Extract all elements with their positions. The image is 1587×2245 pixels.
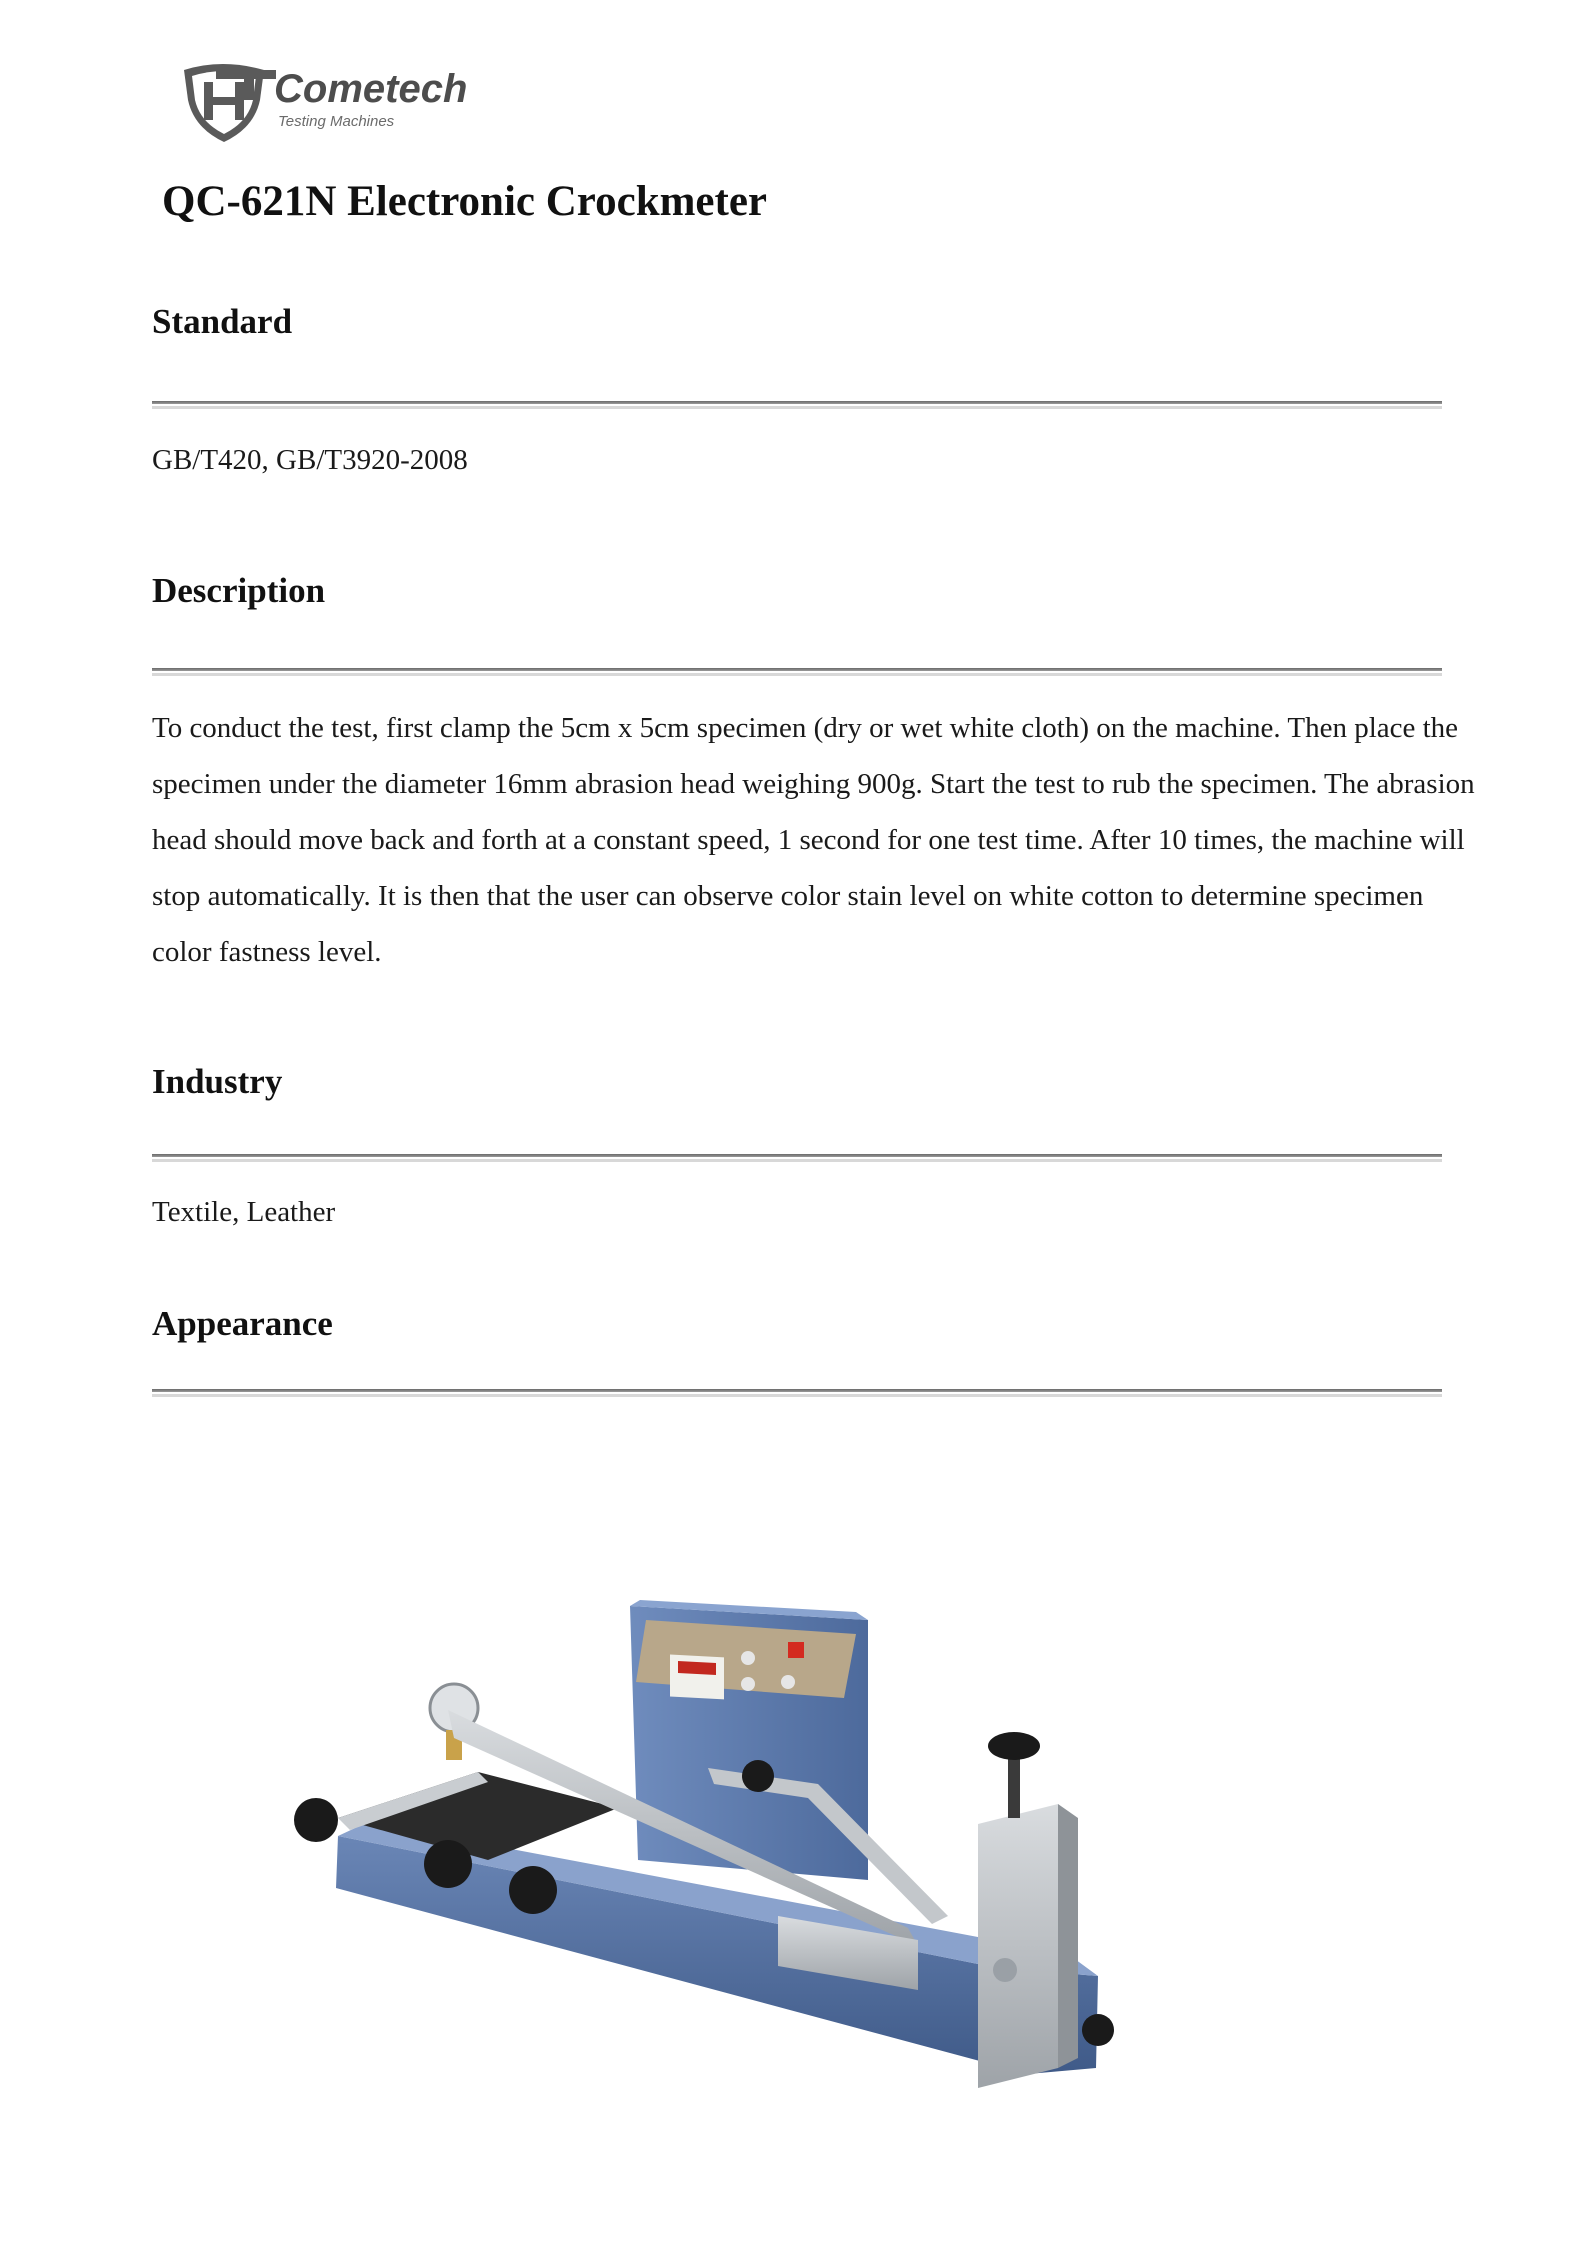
- crockmeter-photo: [278, 1598, 1218, 2148]
- section-divider: [152, 401, 1442, 410]
- logo-brand-text: Cometech: [274, 67, 468, 111]
- section-heading-appearance: Appearance: [152, 1304, 333, 1343]
- crockmeter-illustration: [278, 1598, 1218, 2148]
- description-paragraph: To conduct the test, first clamp the 5cm x 5cm specimen (dry or wet white cloth) on the machine. Then place the specimen under the diameter 16mm abrasion head weighing 900g. Start the test to rub the specimen. The abrasion head should move back and forth at a constant speed, 1 second for one test time. After 10 times, the machine will stop automatically. It is then that the user can observe color stain level on white cotton to determine specimen color fastness level.: [152, 712, 1475, 968]
- company-logo: [182, 56, 502, 144]
- section-heading-standard: Standard: [152, 302, 293, 341]
- section-divider: [152, 1154, 1442, 1163]
- section-heading-industry: Industry: [152, 1062, 283, 1101]
- section-divider: [152, 668, 1442, 677]
- cometech-logo-icon: [182, 56, 502, 144]
- section-heading-description: Description: [152, 571, 326, 610]
- standard-text: GB/T420, GB/T3920-2008: [152, 444, 468, 476]
- section-divider: [152, 1389, 1442, 1398]
- document-title: QC-621N Electronic Crockmeter: [162, 178, 768, 225]
- industry-text: Textile, Leather: [152, 1196, 336, 1228]
- logo-tagline-text: Testing Machines: [278, 113, 395, 130]
